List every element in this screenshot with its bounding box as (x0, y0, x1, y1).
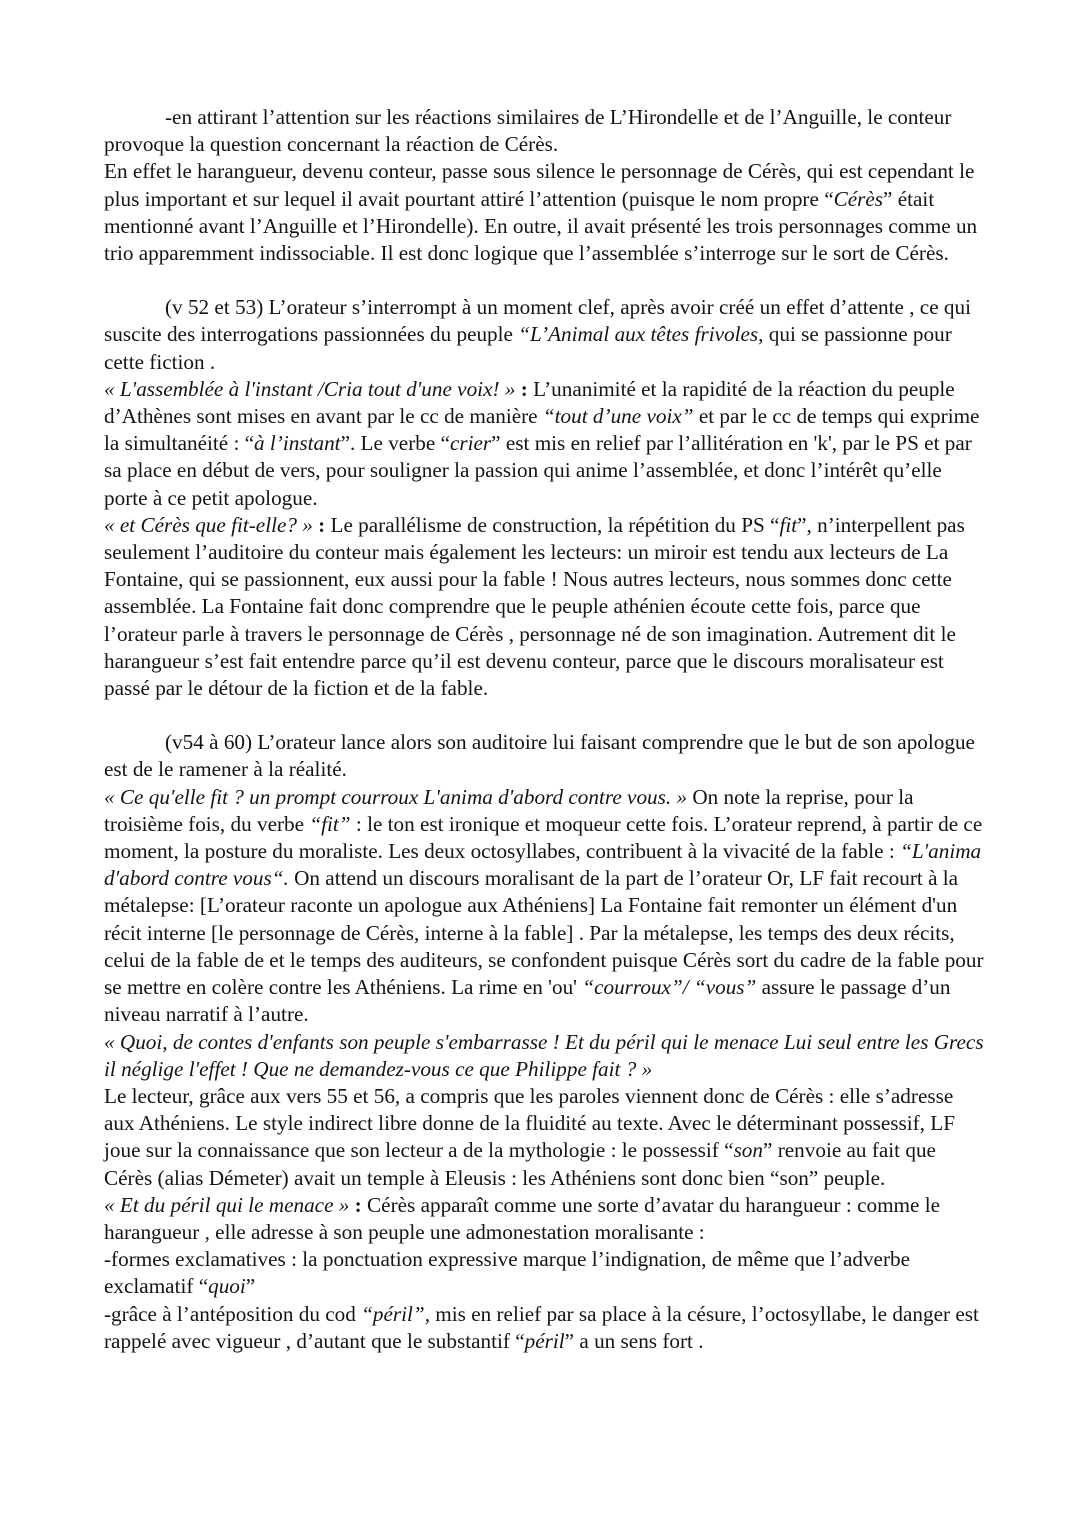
paragraph (104, 512, 984, 702)
body-text: ”, n’interpellent pas seulement l’auditoire du conteur mais également les lecteurs: un miroir est tendu aux lecteurs de La Fontaine, qui se passionnent, eux aussi pour la fable ! Nous autres lecteurs, nous sommes donc cette assemblée. La Fontaine fait donc comprendre que le peuple athénien écoute cette fois, parce que l’orateur parle à travers le personnage de Cérès , personnage né de son imagination. Autrement dit le harangueur s’est fait entendre parce qu’il est devenu conteur, parce que le discours moralisateur est passé par le détour de la fiction et de la fable. (104, 512, 965, 701)
italic-quote-text: « Et du péril qui le menace » (104, 1192, 355, 1217)
body-text: (v54 à 60) L’orateur lance alors son auditoire lui faisant comprendre que le but de son apologue est de le ramener à la réalité. (104, 730, 975, 782)
body-text: et par le cc de temps qui exprime la simultanéité : “ (104, 404, 980, 456)
body-text: -en attirant l’attention sur les réactions similaires de L’Hirondelle et de l’Anguille, le conteur provoque la question concernant la réaction de Cérès. (104, 105, 952, 157)
body-text: (v 52 et 53) L’orateur s’interrompt à un moment clef, après avoir créé un effet d’attente , ce qui suscite des interrogations passionnées du peuple (104, 295, 971, 347)
body-text: On note la reprise, pour la troisième fois, du verbe (104, 784, 914, 836)
italic-quote-text: « Quoi, de contes d'enfants son peuple s'embarrasse ! Et du péril qui le menace Lui seul entre les Grecs il néglige l'effet ! Que ne demandez-vous ce que Philippe fait ? » (104, 1029, 984, 1081)
body-text: , qui se passionne pour cette fiction . (104, 322, 952, 374)
italic-quote-text: crier (449, 431, 492, 456)
paragraph-spacer (104, 702, 984, 729)
paragraph (104, 158, 984, 267)
body-text: ” (245, 1274, 256, 1299)
body-text: ” est mis en relief par l’allitération en 'k', par le PS et par sa place en début de vers, pour souligner la passion qui anime l’assemblée, et donc l’intérêt qu’elle porte à ce petit apologue. (104, 431, 972, 510)
italic-quote-text: à l’instant (254, 431, 341, 456)
paragraph (104, 1246, 984, 1300)
paragraph (104, 294, 984, 376)
paragraph (104, 376, 984, 512)
bold-text: : (318, 512, 326, 537)
body-text: ” a un sens fort . (564, 1328, 704, 1353)
body-text: Le parallélisme de construction, la répétition du PS “ (325, 512, 780, 537)
paragraph (104, 1301, 984, 1355)
body-text: assure le passage d’un niveau narratif à l’autre. (104, 975, 951, 1027)
italic-quote-text: quoi (208, 1274, 246, 1299)
paragraph (104, 104, 984, 158)
italic-quote-text: son (733, 1138, 763, 1163)
italic-quote-text: « et Cérès que fit-elle? » (104, 512, 319, 537)
body-text: On attend un discours moralisant de la part de l’orateur Or, LF fait recourt à la métalepse: [L’orateur raconte un apologue aux Athéniens] La Fontaine fait remonter un élément d'un récit interne [le personnage de Cérès, interne à la fable] . Par la métalepse, les temps des deux récits, celui de la fable de et le temps des auditeurs, se confondent puisque Cérès sort du cadre de la fable pour se mettre en colère contre les Athéniens. La rime en 'ou' (104, 866, 984, 1000)
body-text: mis en relief par sa place à la césure, l’octosyllabe, le danger est rappelé avec vigueur , d’autant que le substantif “ (104, 1301, 979, 1353)
body-text: L’unanimité et la rapidité de la réaction du peuple d’Athènes sont mises en avant par le cc de manière (104, 376, 955, 429)
body-text: ” renvoie au fait que Cérès (alias Démeter) avait un temple à Eleusis : les Athéniens sont donc bien “son” peuple. (104, 1138, 936, 1190)
body-text: Cérès apparaît comme une sorte d’avatar du harangueur : comme le harangueur , elle adresse à son peuple une admonestation moralisante : (104, 1192, 941, 1244)
paragraph (104, 729, 984, 783)
italic-quote-text: “tout d’une voix” (542, 404, 694, 429)
paragraph (104, 784, 984, 1029)
body-text: -grâce à l’antéposition du cod (104, 1301, 362, 1326)
italic-quote-text: “L'anima d'abord contre vous“. (104, 839, 982, 891)
body-text: -formes exclamatives : la ponctuation expressive marque l’indignation, de même que l’adverbe exclamatif “ (104, 1247, 911, 1299)
body-text: Le lecteur, grâce aux vers 55 et 56, a compris que les paroles viennent donc de Cérès : elle s’adresse aux Athéniens. Le style indirect libre donne de la fluidité au texte. Avec le déterminant possessif, LF joue sur la connaissance que son lecteur a de la mythologie : le possessif “ (104, 1083, 955, 1163)
body-text: ” était mentionné avant l’Anguille et l’Hirondelle). En outre, il avait présenté les trois personnages comme un trio apparemment indissociable. Il est donc logique que l’assemblée s’interroge sur le sort de Cérès. (104, 186, 978, 266)
bold-text: : (354, 1192, 362, 1217)
paragraph-spacer (104, 267, 984, 294)
italic-quote-text: “L’Animal aux têtes frivoles (518, 322, 759, 347)
italic-quote-text: fit (779, 512, 798, 537)
body-text: : le ton est ironique et moqueur cette fois. L’orateur reprend, à partir de ce moment, la posture du moraliste. Les deux octosyllabes, contribuent à la vivacité de la fable : (104, 811, 983, 864)
paragraph (104, 1083, 984, 1192)
paragraph (104, 1192, 984, 1246)
italic-quote-text: « Ce qu'elle fit ? un prompt courroux L'anima d'abord contre vous. » (104, 784, 688, 809)
document-page (104, 104, 984, 1355)
bold-text: : (520, 376, 528, 401)
body-text: ”. Le verbe “ (340, 431, 450, 456)
italic-quote-text: péril (524, 1328, 565, 1353)
italic-quote-text: “fit” (309, 811, 351, 836)
italic-quote-text: “péril”, (361, 1301, 430, 1326)
paragraph (104, 1029, 984, 1083)
body-text: En effet le harangueur, devenu conteur, passe sous silence le personnage de Cérès, qui est cependant le plus important et sur lequel il avait pourtant attiré l’attention (puisque le nom propre “ (104, 159, 975, 211)
italic-quote-text: “courroux”/ “vous” (582, 975, 757, 1000)
italic-quote-text: « L'assemblée à l'instant /Cria tout d'une voix! » (104, 376, 521, 401)
italic-quote-text: Cérès (833, 186, 884, 211)
